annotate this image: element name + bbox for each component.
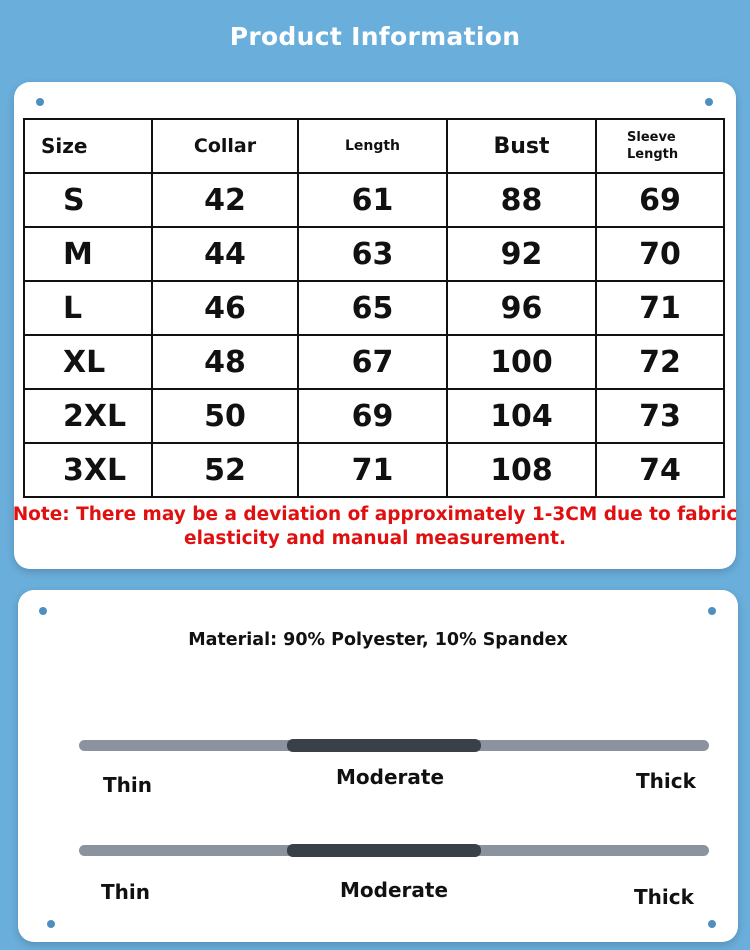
- header-collar: Collar: [152, 119, 298, 173]
- sleeve-cell: 74: [596, 443, 724, 497]
- length-cell: 63: [298, 227, 447, 281]
- material-card: [18, 590, 738, 942]
- table-row: [24, 335, 724, 389]
- collar-cell: 44: [152, 227, 298, 281]
- size-cell: 3XL: [24, 443, 152, 497]
- corner-dot: [36, 98, 44, 106]
- length-cell: 67: [298, 335, 447, 389]
- size-table: [23, 118, 725, 498]
- measurement-note: Note: There may be a deviation of approximately 1-3CM due to fabric elasticity and manual measurement.: [12, 504, 738, 549]
- sleeve-cell: 69: [596, 173, 724, 227]
- sleeve-cell: 72: [596, 335, 724, 389]
- bust-cell: 104: [447, 389, 596, 443]
- scale-label-thick: Thick: [636, 769, 696, 793]
- length-cell: 71: [298, 443, 447, 497]
- thickness-scale: [79, 740, 709, 751]
- scale-label-thin: Thin: [103, 773, 152, 797]
- sleeve-cell: 73: [596, 389, 724, 443]
- table-row: [24, 281, 724, 335]
- page-title: Product Information: [229, 22, 521, 51]
- size-cell: XL: [24, 335, 152, 389]
- bust-cell: 88: [447, 173, 596, 227]
- size-cell: M: [24, 227, 152, 281]
- table-row: [24, 227, 724, 281]
- table-row: [24, 443, 724, 497]
- scale-label-thin: Thin: [101, 880, 150, 904]
- sleeve-cell: 71: [596, 281, 724, 335]
- thickness-scale: [79, 845, 709, 856]
- size-cell: L: [24, 281, 152, 335]
- scale-label-thick: Thick: [634, 885, 694, 909]
- bust-cell: 96: [447, 281, 596, 335]
- corner-dot: [708, 920, 716, 928]
- corner-dot: [708, 607, 716, 615]
- length-cell: 61: [298, 173, 447, 227]
- scale-label-moderate: Moderate: [340, 878, 449, 902]
- sleeve-cell: 70: [596, 227, 724, 281]
- size-cell: S: [24, 173, 152, 227]
- collar-cell: 48: [152, 335, 298, 389]
- corner-dot: [47, 920, 55, 928]
- size-cell: 2XL: [24, 389, 152, 443]
- material-text: Material: 90% Polyester, 10% Spandex: [188, 630, 568, 650]
- collar-cell: 52: [152, 443, 298, 497]
- header-sleeve-length: Sleeve Length: [596, 119, 724, 173]
- corner-dot: [39, 607, 47, 615]
- table-row: [24, 389, 724, 443]
- length-cell: 69: [298, 389, 447, 443]
- collar-cell: 46: [152, 281, 298, 335]
- length-cell: 65: [298, 281, 447, 335]
- table-header-row: [24, 119, 724, 173]
- thickness-scale-selected: [287, 844, 481, 857]
- header-size: Size: [24, 119, 152, 173]
- thickness-scale-selected: [287, 739, 481, 752]
- bust-cell: 108: [447, 443, 596, 497]
- bust-cell: 100: [447, 335, 596, 389]
- scale-label-moderate: Moderate: [336, 765, 445, 789]
- table-row: [24, 173, 724, 227]
- header-length: Length: [298, 119, 447, 173]
- corner-dot: [705, 98, 713, 106]
- collar-cell: 50: [152, 389, 298, 443]
- header-bust: Bust: [447, 119, 596, 173]
- size-chart-card: [14, 82, 736, 569]
- bust-cell: 92: [447, 227, 596, 281]
- collar-cell: 42: [152, 173, 298, 227]
